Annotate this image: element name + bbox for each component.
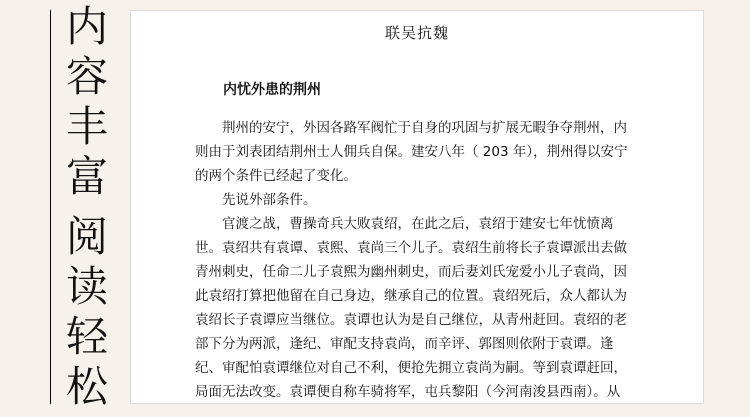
book-page	[130, 10, 704, 404]
text-line: 的两个条件已经起了变化。	[195, 168, 357, 184]
text-line: 局面无法改变。袁谭便自称车骑将军，屯兵黎阳（今河南浚县西南）。从	[195, 384, 621, 400]
slogan-char: 丰	[65, 102, 108, 151]
text-line: 袁绍长子袁谭应当继位。袁谭也认为是自己继位，从青州赶回。袁绍的老	[195, 312, 627, 328]
slogan-char: 阅	[65, 212, 108, 261]
slogan-char: 富	[65, 152, 108, 201]
vertical-divider	[50, 10, 51, 404]
vertical-slogan	[62, 2, 112, 417]
text-line: 此袁绍打算把他留在自己身边，继承自己的位置。袁绍死后，众人都认为	[195, 288, 627, 304]
text-line: 则由于刘表团结荆州士人佣兵自保。建安八年（ 203 年），荆州得以安宁	[195, 144, 628, 160]
section-title: 内忧外患的荆州	[223, 82, 321, 98]
slogan-char: 内	[65, 2, 108, 51]
body-text	[195, 116, 641, 404]
slogan-char: 容	[65, 52, 108, 101]
slogan-char: 读	[65, 262, 108, 311]
text-line: 世。袁绍共有袁谭、袁熙、袁尚三个儿子。袁绍生前将长子袁谭派出去做	[195, 240, 627, 256]
text-line: 荆州的安宁，外因各路军阀忙于自身的巩固与扩展无暇争夺荆州，内	[222, 120, 627, 136]
slogan-char: 松	[65, 362, 108, 411]
slogan-char: 轻	[65, 312, 108, 361]
text-line: 先说外部条件。	[222, 192, 317, 208]
chapter-title: 联吴抗魏	[384, 24, 449, 42]
text-line: 青州刺史，任命二儿子袁熙为幽州刺史，而后妻刘氏宠爱小儿子袁尚，因	[195, 264, 627, 280]
text-line: 官渡之战，曹操奇兵大败袁绍，在此之后，袁绍于建安七年忧愤离	[222, 216, 614, 232]
slogan-column	[62, 2, 112, 412]
text-line: 部下分为两派，逢纪、审配支持袁尚，而辛评、郭图则依附于袁谭。逢	[195, 336, 614, 352]
text-line: 纪、审配怕袁谭继位对自己不利，便抢先拥立袁尚为嗣。等到袁谭赶回，	[195, 360, 627, 376]
